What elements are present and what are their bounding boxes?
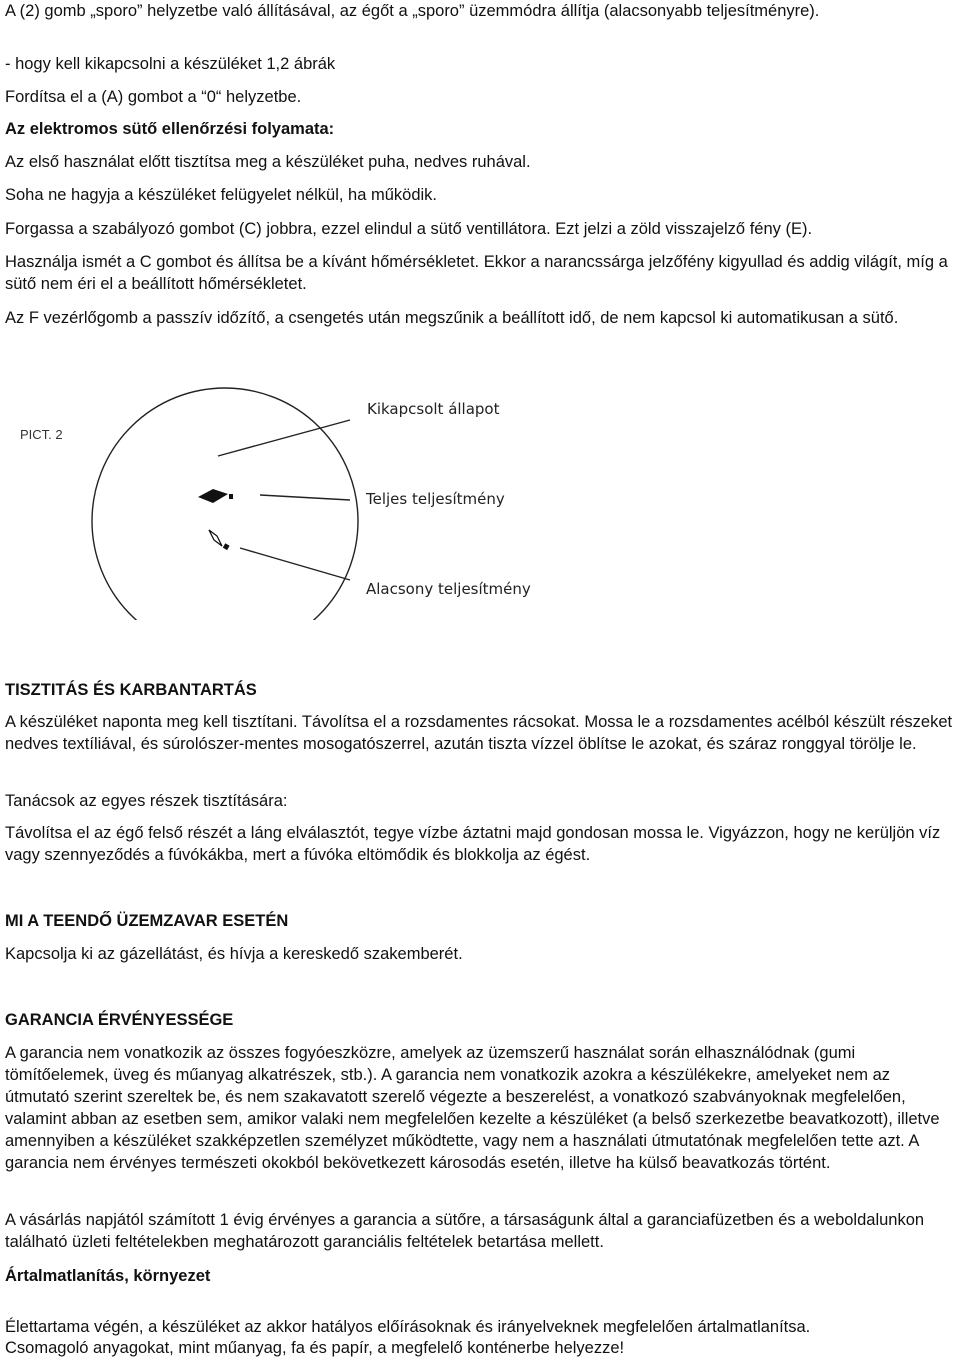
- leader-line-off: [218, 420, 350, 456]
- paragraph-set-temperature: Használja ismét a C gombot és állítsa be a kívánt hőmérsékletet. Ekkor a narancssárga jelzőfény kigyullad és addig világít, míg a sütő nem éri el a beállított hőmérsékletet.: [5, 253, 948, 293]
- paragraph-cleaning-burner: Távolítsa el az égő felső részét a láng elválasztót, tegye vízbe áztatni majd gondosan mossa le. Vigyázzon, hogy ne kerüljön víz vagy szennyeződés a fúvókákba, mert a fúvóka eltömődik és blokkolja az égést.: [5, 824, 941, 864]
- paragraph-turn-knob: Fordítsa el a (A) gombot a “0“ helyzetbe.: [5, 88, 302, 106]
- paragraph-switch-off-title: - hogy kell kikapcsolni a készüléket 1,2 ábrák: [5, 55, 336, 73]
- paragraph-sporo-mode: A (2) gomb „sporo” helyzetbe való állításával, az égőt a „sporo” üzemmódra állítja (alacsonyabb teljesítményre).: [5, 2, 820, 20]
- paragraph-cleaning-tips: Tanácsok az egyes részek tisztítására:: [5, 792, 288, 810]
- label-low-power: Alacsony teljesítmény: [366, 580, 531, 598]
- paragraph-cleaning-daily: A készüléket naponta meg kell tisztítani. Távolítsa el a rozsdamentes rácsokat. Mossa le a rozsdamentes acélból készült részeket nedves textíliával, és súrolószer-mentes mosogatószerrel, azután tiszta vízzel öblítse le azokat, és száraz ronggyal törölje le.: [5, 713, 953, 753]
- heading-warranty: GARANCIA ÉRVÉNYESSÉGE: [5, 1011, 234, 1029]
- full-power-dot-icon: [229, 494, 233, 499]
- label-off-state: Kikapcsolt állapot: [367, 400, 500, 418]
- paragraph-timer: Az F vezérlőgomb a passzív időzítő, a csengetés után megszűnik a beállított idő, de nem kapcsol ki automatikusan a sütő.: [5, 309, 899, 327]
- paragraph-disposal-end-of-life: Élettartama végén, a készüléket az akkor hatályos előírásoknak és irányelveknek megfelelően ártalmatlanítsa.: [5, 1318, 811, 1336]
- paragraph-warranty-period: A vásárlás napjától számított 1 évig érvényes a garancia a sütőre, a társaságunk által a garanciafüzetben és a weboldalunkon található üzleti feltételekben meghatározott garanciális feltételek betartása mellett.: [5, 1211, 925, 1251]
- knob-circle: [92, 388, 358, 620]
- paragraph-fault: Kapcsolja ki az gázellátást, és hívja a kereskedő szakemberét.: [5, 945, 463, 963]
- paragraph-disposal-packaging: Csomagoló anyagokat, mint műanyag, fa és papír, a megfelelő konténerbe helyezze!: [5, 1339, 625, 1357]
- pict-label: PICT. 2: [20, 427, 63, 442]
- paragraph-never-unattended: Soha ne hagyja a készüléket felügyelet nélkül, ha működik.: [5, 186, 438, 204]
- low-power-diamond-icon: [209, 530, 222, 546]
- heading-fault: MI A TEENDŐ ÜZEMZAVAR ESETÉN: [5, 912, 289, 930]
- heading-cleaning: TISZTITÁS ÉS KARBANTARTÁS: [5, 681, 257, 699]
- full-power-diamond-icon: [198, 489, 228, 503]
- heading-disposal: Ártalmatlanítás, környezet: [5, 1267, 211, 1285]
- paragraph-rotate-knob: Forgassa a szabályozó gombot (C) jobbra, ezzel elindul a sütő ventillátora. Ezt jelzi a zöld visszajelző fény (E).: [5, 220, 813, 238]
- low-power-dot-icon: [223, 543, 230, 550]
- paragraph-first-use: Az első használat előtt tisztítsa meg a készüléket puha, nedves ruhával.: [5, 153, 531, 171]
- paragraph-warranty-exclusions: A garancia nem vonatkozik az összes fogyóeszközre, amelyek az üzemszerű használat során elhasználódnak (gumi tömítőelemek, üveg és műanyag alkatrészek, stb.). A garancia nem vonatkozik azokra a készülékekre, amelyeket nem az útmutató szerint szereltek be, és nem szakavatott szerelő végezte a beszerelést, a vonatkozó szabványoknak megfelelően, valamint abban az esetben sem, amikor valaki nem megfelelően kezelte a készüléket (a belső szerkezetbe beavatkozott), illetve amennyiben a készüléket szakképzetlen személyzet működtette, vagy nem a használati útmutatónak megfelelően tette azt. A garancia nem érvényes természeti okokból bekövetkezett károsodás esetén, illetve ha külső beavatkozás történt.: [5, 1044, 940, 1172]
- leader-line-low: [240, 548, 350, 580]
- paragraph-oven-check-heading: Az elektromos sütő ellenőrzési folyamata:: [5, 120, 335, 138]
- label-full-power: Teljes teljesítmény: [366, 490, 505, 508]
- leader-line-full: [260, 495, 350, 500]
